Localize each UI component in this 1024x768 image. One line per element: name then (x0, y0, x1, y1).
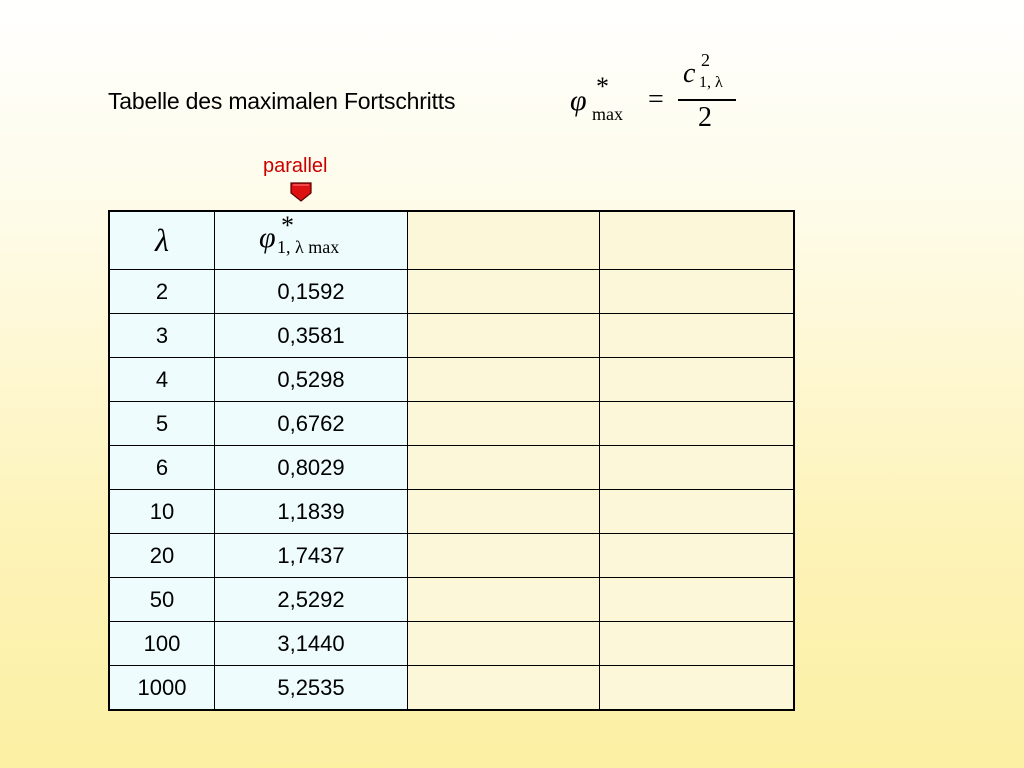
header-col4 (600, 211, 795, 270)
down-arrow-icon (290, 182, 312, 202)
page-title: Tabelle des maximalen Fortschritts (108, 88, 456, 114)
formula-equals: = (648, 84, 664, 115)
empty-cell-col4 (600, 402, 795, 446)
header-phi-subscript: 1, λ max (277, 236, 340, 257)
lambda-cell: 5 (109, 402, 215, 446)
table-row (109, 666, 794, 711)
phi-max-cell: 0,8029 (215, 446, 408, 490)
table-row (109, 622, 794, 666)
table-row (109, 578, 794, 622)
table-row (109, 314, 794, 358)
table-row (109, 490, 794, 534)
phi-max-cell: 1,7437 (215, 534, 408, 578)
lambda-cell: 3 (109, 314, 215, 358)
formula-fraction-line (678, 99, 736, 101)
lambda-cell: 6 (109, 446, 215, 490)
formula-numerator-c: c (683, 58, 696, 89)
phi-max-cell: 2,5292 (215, 578, 408, 622)
phi-max-cell: 0,3581 (215, 314, 408, 358)
empty-cell-col4 (600, 358, 795, 402)
table-row (109, 446, 794, 490)
empty-cell-col3 (408, 622, 600, 666)
empty-cell-col3 (408, 358, 600, 402)
table-row (109, 358, 794, 402)
empty-cell-col4 (600, 270, 795, 314)
phi-max-cell: 3,1440 (215, 622, 408, 666)
lambda-cell: 4 (109, 358, 215, 402)
empty-cell-col3 (408, 270, 600, 314)
formula-denominator: 2 (698, 102, 712, 133)
phi-max-cell: 0,1592 (215, 270, 408, 314)
empty-cell-col4 (600, 534, 795, 578)
table-row (109, 270, 794, 314)
formula-numerator-subscript: 1, λ (699, 74, 723, 91)
empty-cell-col3 (408, 402, 600, 446)
empty-cell-col3 (408, 314, 600, 358)
lambda-cell: 20 (109, 534, 215, 578)
lambda-cell: 2 (109, 270, 215, 314)
table-row (109, 402, 794, 446)
empty-cell-col3 (408, 666, 600, 711)
header-lambda (109, 211, 215, 270)
empty-cell-col4 (600, 490, 795, 534)
table-row (109, 534, 794, 578)
lambda-cell: 1000 (109, 666, 215, 711)
header-col3 (408, 211, 600, 270)
formula-phi-star: * (596, 72, 609, 101)
formula-phi: φ (570, 84, 587, 117)
header-phi-star: * (281, 210, 294, 240)
phi-max-cell: 5,2535 (215, 666, 408, 711)
parallel-label: parallel (263, 155, 328, 177)
phi-max-cell: 0,6762 (215, 402, 408, 446)
lambda-cell: 50 (109, 578, 215, 622)
empty-cell-col4 (600, 446, 795, 490)
header-phi (215, 211, 408, 270)
formula-numerator-superscript: 2 (701, 50, 710, 70)
empty-cell-col4 (600, 578, 795, 622)
empty-cell-col3 (408, 446, 600, 490)
phi-max-cell: 0,5298 (215, 358, 408, 402)
table-header-row (109, 211, 794, 270)
header-phi-expression (251, 210, 371, 263)
max-progress-formula (570, 48, 750, 138)
empty-cell-col3 (408, 490, 600, 534)
empty-cell-col3 (408, 534, 600, 578)
progress-table (108, 210, 795, 711)
empty-cell-col4 (600, 666, 795, 711)
lambda-cell: 10 (109, 490, 215, 534)
empty-cell-col3 (408, 578, 600, 622)
formula-phi-subscript: max (592, 104, 623, 124)
header-phi-symbol: φ (259, 220, 276, 254)
empty-cell-col4 (600, 314, 795, 358)
empty-cell-col4 (600, 622, 795, 666)
phi-max-cell: 1,1839 (215, 490, 408, 534)
lambda-cell: 100 (109, 622, 215, 666)
header-lambda-symbol: λ (155, 222, 169, 258)
